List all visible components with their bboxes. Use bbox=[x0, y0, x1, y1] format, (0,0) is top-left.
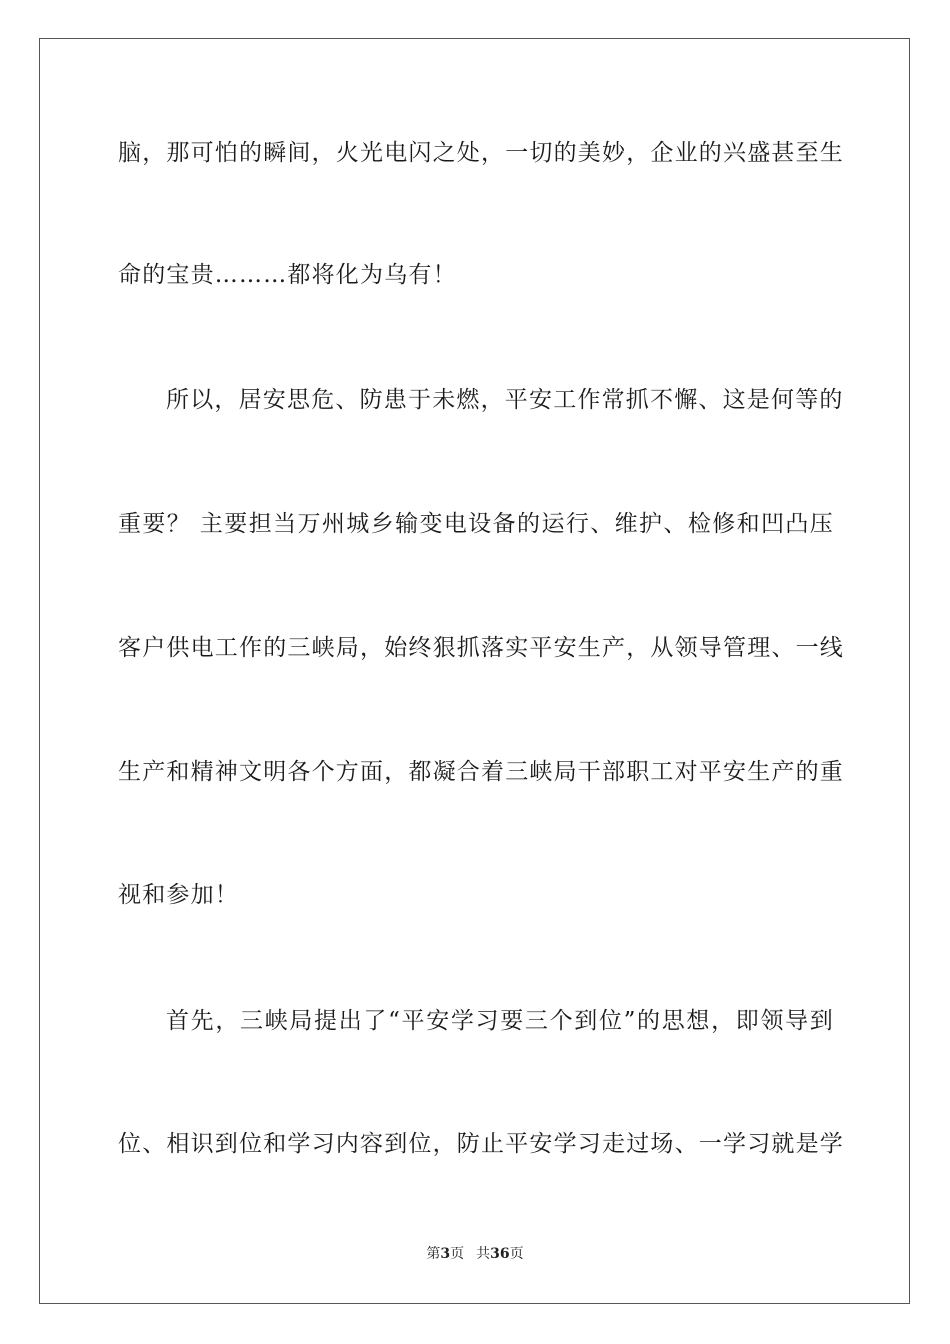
total-prefix: 共 bbox=[476, 1246, 491, 1262]
body-line-8: 首先，三峡局提出了“平安学习要三个到位”的思想，即领导到 bbox=[166, 1008, 834, 1034]
body-line-9: 位、相识到位和学习内容到位，防止平安学习走过场、一学习就是学 bbox=[118, 1131, 844, 1157]
page-total: 36 bbox=[490, 1246, 510, 1262]
body-line-3: 所以，居安思危、防患于未燃，平安工作常抓不懈、这是何等的 bbox=[166, 387, 844, 413]
body-line-5: 客户供电工作的三峡局，始终狠抓落实平安生产，从领导管理、一线 bbox=[118, 635, 844, 661]
body-line-2: 命的宝贵………都将化为乌有！ bbox=[118, 262, 457, 288]
page-footer bbox=[0, 1245, 950, 1263]
total-suffix: 页 bbox=[509, 1246, 524, 1262]
body-line-7: 视和参加！ bbox=[118, 882, 239, 908]
page-prefix: 第 bbox=[426, 1246, 441, 1262]
page-current: 3 bbox=[440, 1246, 451, 1262]
page-border bbox=[39, 38, 910, 1304]
body-line-6: 生产和精神文明各个方面，都凝合着三峡局干部职工对平安生产的重 bbox=[118, 759, 844, 785]
body-line-1: 脑，那可怕的瞬间，火光电闪之处，一切的美妙，企业的兴盛甚至生 bbox=[118, 140, 844, 166]
page-suffix: 页 bbox=[450, 1246, 465, 1262]
body-line-4: 重要？ 主要担当万州城乡输变电设备的运行、维护、检修和凹凸压 bbox=[118, 511, 834, 537]
